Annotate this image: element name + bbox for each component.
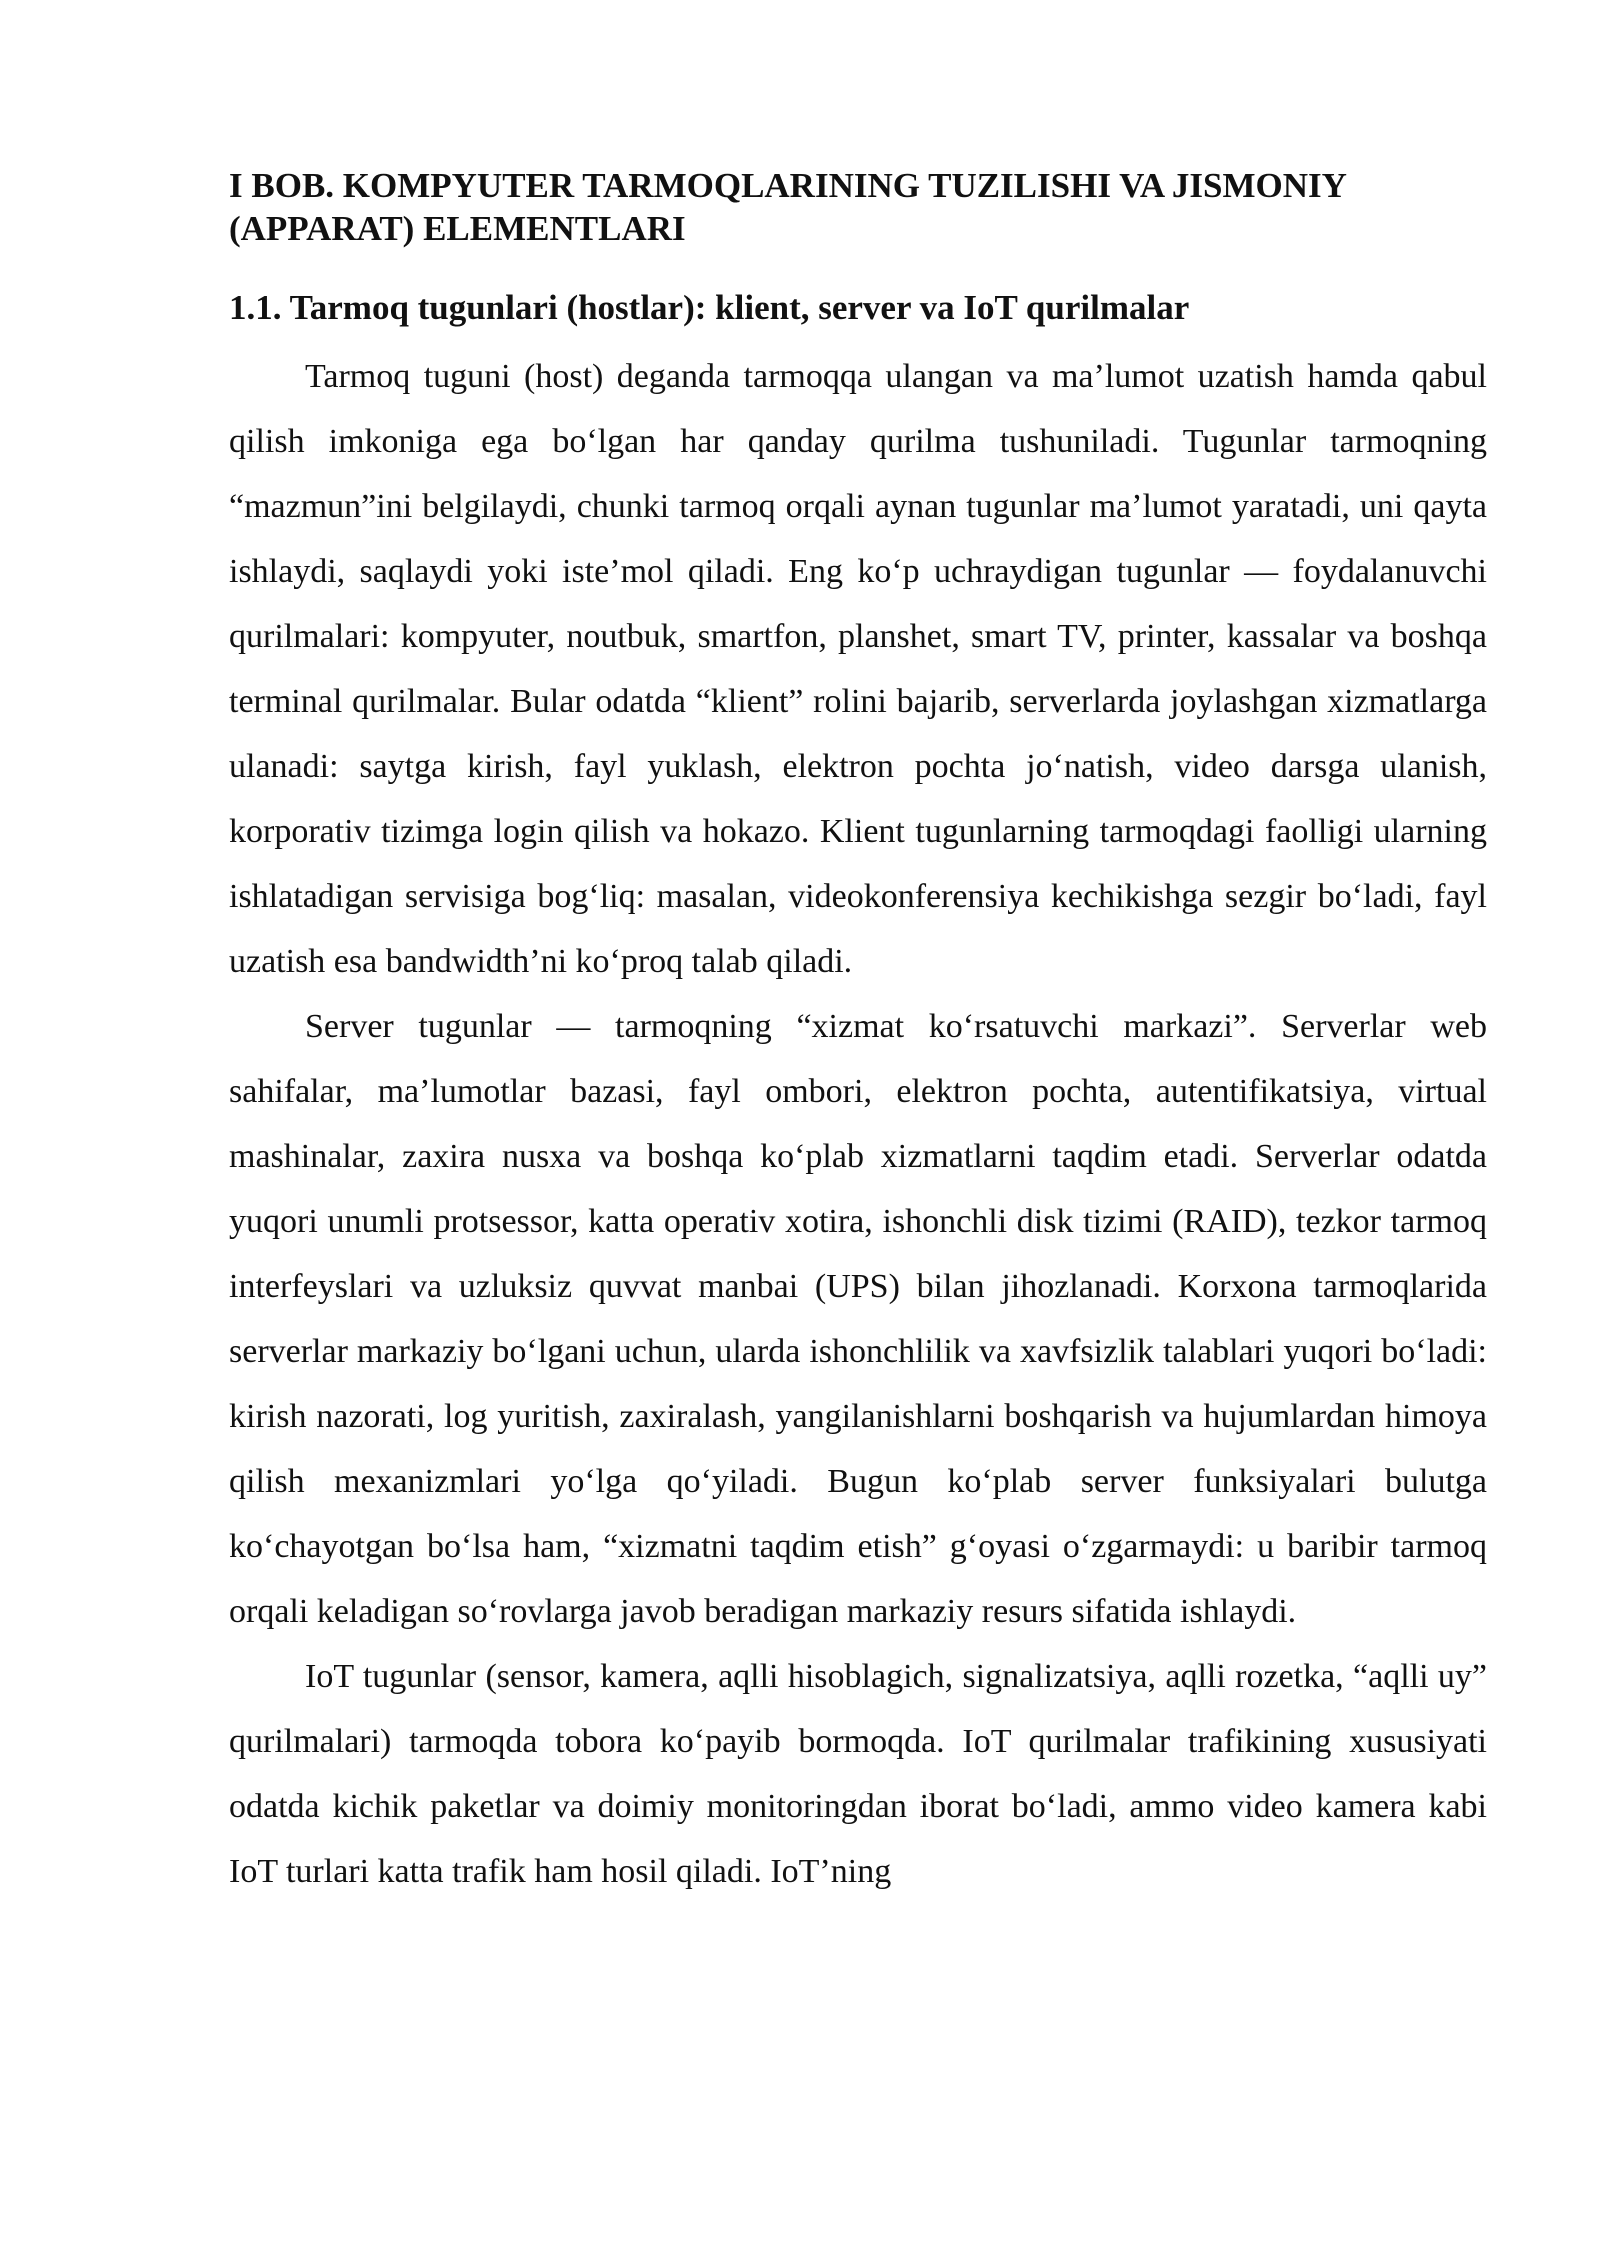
paragraph-server-hosts: Server tugunlar — tarmoqning “xizmat ko‘rsatuvchi markazi”. Serverlar web sahifalar, ma’lumotlar bazasi, fayl ombori, elektron pochta, autentifikatsiya, virtual mashinalar, zaxira nusxa va boshqa ko‘plab xizmatlarni taqdim etadi. Serverlar odatda yuqori unumli protsessor, katta operativ xotira, ishonchli disk tizimi (RAID), tezkor tarmoq interfeyslari va uzluksiz quvvat manbai (UPS) bilan jihozlanadi. Korxona tarmoqlarida serverlar markaziy bo‘lgani uchun, ularda ishonchlilik va xavfsizlik talablari yuqori bo‘ladi: kirish nazorati, log yuritish, zaxiralash, yangilanishlarni boshqarish va hujumlardan himoya qilish mexanizmlari yo‘lga qo‘yiladi. Bugun ko‘plab server funksiyalari bulutga ko‘chayotgan bo‘lsa ham, “xizmatni taqdim etish” g‘oyasi o‘zgarmaydi: u baribir tarmoq orqali keladigan so‘rovlarga javob beradigan markaziy resurs sifatida ishlaydi. xyxy=(229,1008,1487,1630)
paragraph-iot-hosts: IoT tugunlar (sensor, kamera, aqlli hisoblagich, signalizatsiya, aqlli rozetka, “aqlli uy” qurilmalari) tarmoqda tobora ko‘payib bormoqda. IoT qurilmalar trafikining xususiyati odatda kichik paketlar va doimiy monitoringdan iborat bo‘ladi, ammo video kamera kabi IoT turlari katta trafik ham hosil qiladi. IoT’ning xyxy=(229,1658,1487,1890)
section-title: 1.1. Tarmoq tugunlari (hostlar): klient, server va IoT qurilmalar xyxy=(229,288,1190,327)
paragraph-client-hosts: Tarmoq tuguni (host) deganda tarmoqqa ulangan va ma’lumot uzatish hamda qabul qilish imkoniga ega bo‘lgan har qanday qurilma tushuniladi. Tugunlar tarmoqning “mazmun”ini belgilaydi, chunki tarmoq orqali aynan tugunlar ma’lumot yaratadi, uni qayta ishlaydi, saqlaydi yoki iste’mol qiladi. Eng ko‘p uchraydigan tugunlar — foydalanuvchi qurilmalari: kompyuter, noutbuk, smartfon, planshet, smart TV, printer, kassalar va boshqa terminal qurilmalar. Bular odatda “klient” rolini bajarib, serverlarda joylashgan xizmatlarga ulanadi: saytga kirish, fayl yuklash, elektron pochta jo‘natish, video darsga ulanish, korporativ tizimga login qilish va hokazo. Klient tugunlarning tarmoqdagi faolligi ularning ishlatadigan servisiga bog‘liq: masalan, videokonferensiya kechikishga sezgir bo‘ladi, fayl uzatish esa bandwidth’ni ko‘proq talab qiladi. xyxy=(229,358,1487,980)
chapter-title: I BOB. KOMPYUTER TARMOQLARINING TUZILISHI VA JISMONIY (APPARAT) ELEMENTLARI xyxy=(229,166,1346,248)
page-content xyxy=(229,164,1487,1904)
